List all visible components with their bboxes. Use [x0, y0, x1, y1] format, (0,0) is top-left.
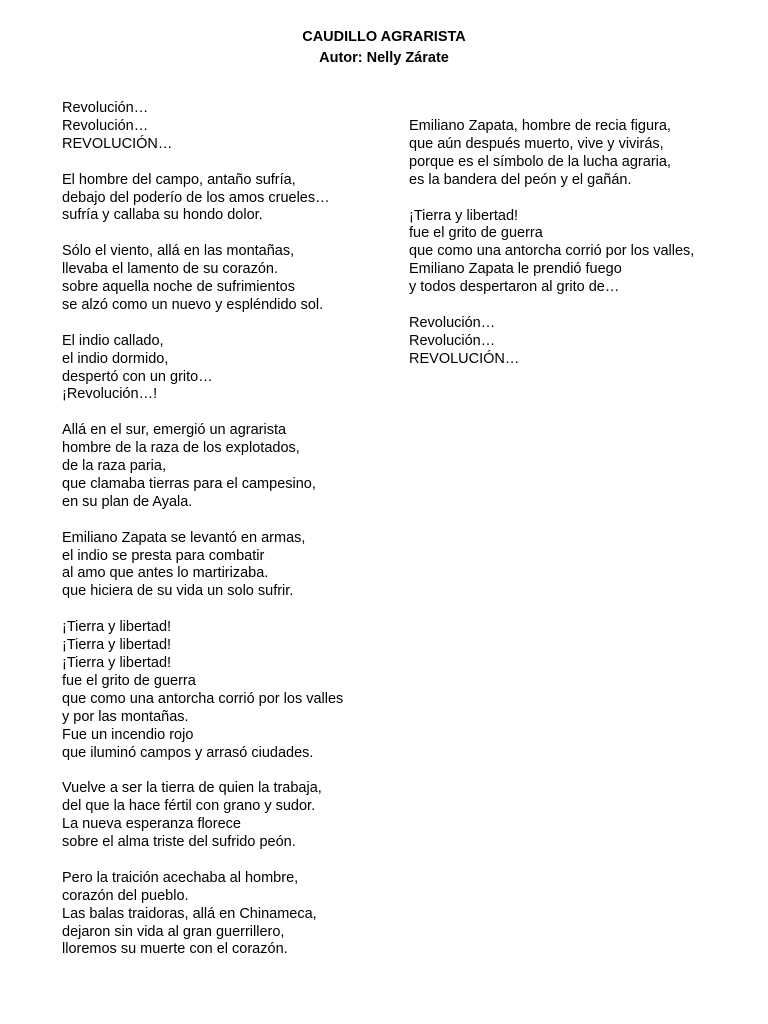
- stanza: [409, 208, 694, 298]
- poem-line: fue el grito de guerra: [62, 672, 196, 689]
- poem-line: es la bandera del peón y el gañán.: [409, 171, 632, 188]
- poem-line: ¡Tierra y libertad!: [62, 637, 172, 654]
- poem-line: Revolución…: [62, 117, 149, 134]
- poem-line: Fue un incendio rojo: [62, 726, 194, 743]
- poem-line: Allá en el sur, emergió un agrarista: [62, 422, 287, 439]
- poem-line: Revolución…: [62, 100, 149, 116]
- poem-line: al amo que antes lo martirizaba.: [62, 565, 269, 582]
- poem-line: Revolución…: [409, 314, 496, 331]
- stanza: [62, 100, 343, 154]
- poem-line: hombre de la raza de los explotados,: [62, 440, 300, 457]
- poem-line: Las balas traidoras, allá en Chinameca,: [62, 905, 317, 922]
- stanza: [62, 870, 343, 960]
- poem-line: de la raza paria,: [62, 458, 166, 475]
- poem-line: sobre el alma triste del sufrido peón.: [62, 834, 296, 851]
- poem-line: La nueva esperanza florece: [62, 816, 241, 833]
- poem-line: REVOLUCIÓN…: [409, 350, 520, 367]
- poem-line: debajo del poderío de los amos crueles…: [62, 189, 330, 206]
- left-column: [62, 100, 343, 959]
- poem-line: porque es el símbolo de la lucha agraria,: [409, 153, 671, 170]
- poem-line: y todos despertaron al grito de…: [409, 279, 620, 296]
- poem-line: que hiciera de su vida un solo sufrir.: [62, 583, 294, 600]
- poem-line: que clamaba tierras para el campesino,: [62, 475, 316, 492]
- poem-line: Pero la traición acechaba al hombre,: [62, 869, 299, 886]
- poem-line: llevaba el lamento de su corazón.: [62, 261, 279, 278]
- poem-line: lloremos su muerte con el corazón.: [62, 941, 288, 958]
- poem-line: que iluminó campos y arrasó ciudades.: [62, 744, 314, 761]
- poem-line: que como una antorcha corrió por los valles,: [409, 243, 695, 260]
- poem-line: Sólo el viento, allá en las montañas,: [62, 243, 295, 260]
- poem-author: Autor: Nelly Zárate: [319, 50, 449, 66]
- poem-line: del que la hace fértil con grano y sudor.: [62, 798, 316, 815]
- stanza: [62, 333, 343, 405]
- poem-line: Emiliano Zapata, hombre de recia figura,: [409, 118, 671, 134]
- poem-line: dejaron sin vida al gran guerrillero,: [62, 923, 285, 940]
- poem-line: REVOLUCIÓN…: [62, 135, 173, 152]
- poem-line: Emiliano Zapata se levantó en armas,: [62, 529, 306, 546]
- poem-line: que aún después muerto, vive y vivirás,: [409, 135, 664, 152]
- poem-line: El indio callado,: [62, 332, 164, 349]
- poem-line: y por las montañas.: [62, 708, 189, 725]
- poem-line: sufría y callaba su hondo dolor.: [62, 207, 263, 224]
- stanza: [62, 172, 343, 226]
- poem-line: corazón del pueblo.: [62, 887, 189, 904]
- poem-line: ¡Tierra y libertad!: [409, 207, 519, 224]
- poem-line: Emiliano Zapata le prendió fuego: [409, 261, 622, 278]
- stanza: [62, 243, 343, 315]
- right-column: [409, 118, 694, 369]
- stanza: [62, 619, 343, 762]
- poem-line: que como una antorcha corrió por los valles: [62, 690, 344, 707]
- poem-line: se alzó como un nuevo y espléndido sol.: [62, 296, 324, 313]
- stanza: [62, 530, 343, 602]
- poem-title: CAUDILLO AGRARISTA: [302, 29, 466, 45]
- stanza: [62, 422, 343, 512]
- poem-line: fue el grito de guerra: [409, 225, 543, 242]
- poem-line: el indio se presta para combatir: [62, 547, 265, 564]
- stanza: [409, 315, 694, 369]
- poem-line: ¡Tierra y libertad!: [62, 619, 172, 636]
- poem-line: El hombre del campo, antaño sufría,: [62, 171, 296, 188]
- poem-line: ¡Revolución…!: [62, 386, 158, 403]
- poem-line: el indio dormido,: [62, 350, 169, 367]
- poem-line: despertó con un grito…: [62, 368, 213, 385]
- poem-line: ¡Tierra y libertad!: [62, 655, 172, 671]
- poem-line: Revolución…: [409, 332, 496, 349]
- poem-header: [0, 27, 768, 69]
- poem-line: sobre aquella noche de sufrimientos: [62, 279, 295, 296]
- poem-line: Vuelve a ser la tierra de quien la trabaja,: [62, 780, 322, 797]
- poem-line: en su plan de Ayala.: [62, 493, 193, 510]
- stanza: [62, 780, 343, 852]
- stanza: [409, 118, 694, 190]
